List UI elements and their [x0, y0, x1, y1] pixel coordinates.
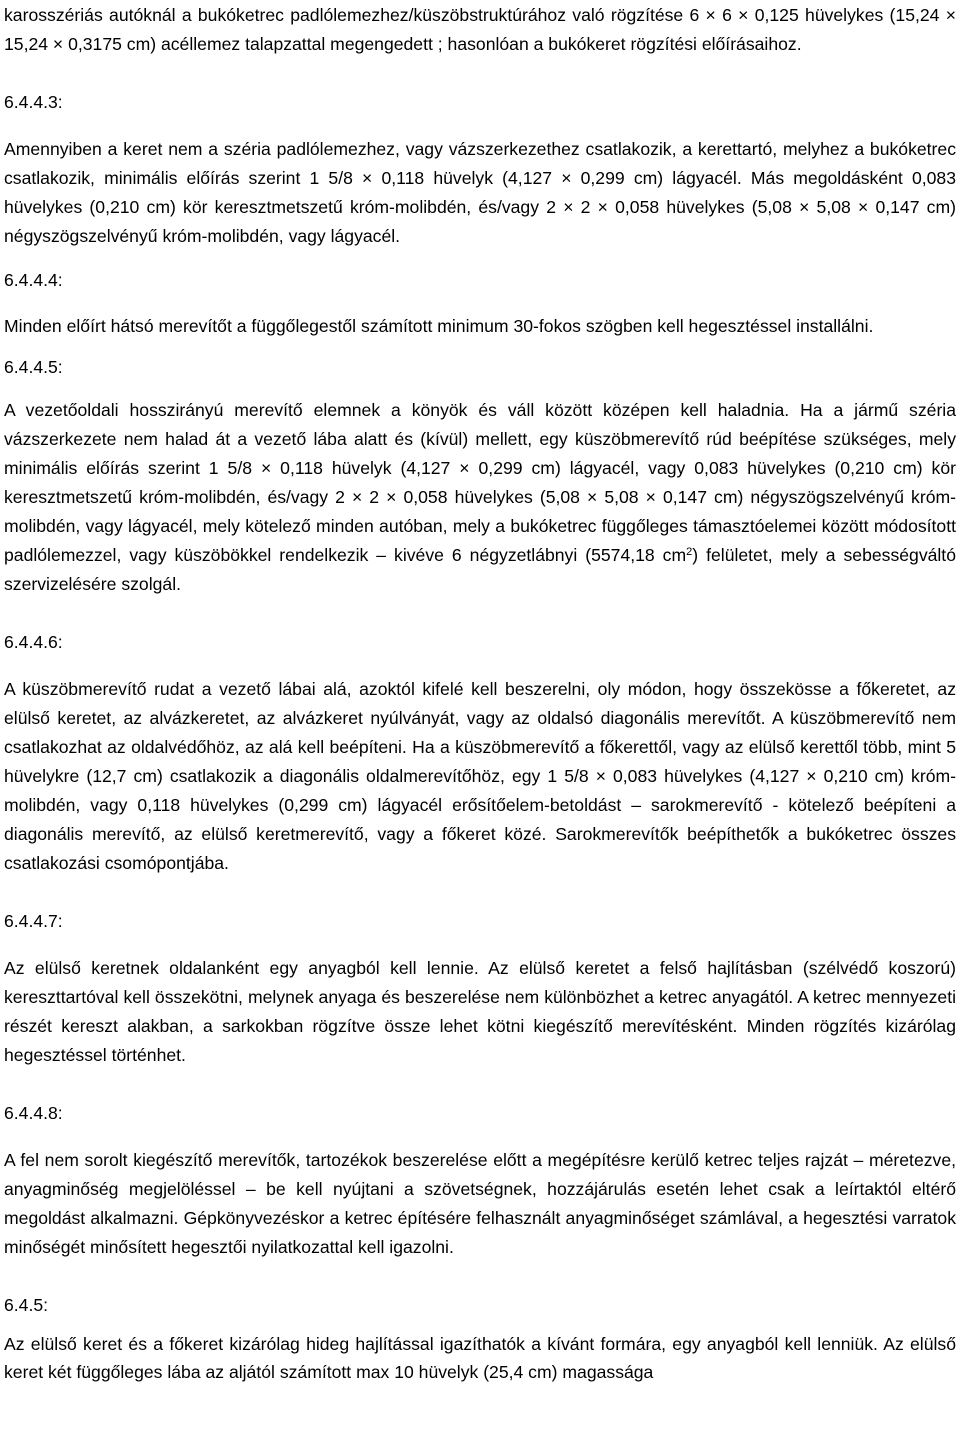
document-page: [4, 0, 956, 1386]
section-text-6-4-4-7: Az elülső keretnek oldalanként egy anyagból kell lennie. Az elülső keretet a felső hajlításban (szélvédő koszorú) kereszttartóval kell összekötni, melynek anyaga és beszerelése nem különbözhet a ketrec anyagától. A ketrec mennyezeti részét kereszt alakban, a sarkokban rögzítve össze lehet kötni kiegészítő merevítésként. Minden rögzítés kizárólag hegesztéssel történhet.: [4, 958, 956, 1065]
section-heading-6-4-4-5: 6.4.4.5:: [4, 357, 63, 377]
section-text-6-4-4-4: Minden előírt hátsó merevítőt a függőlegestől számított minimum 30-fokos szögben kell hegesztéssel installálni.: [4, 316, 874, 336]
section-heading-6-4-5: 6.4.5:: [4, 1295, 49, 1315]
section-text-6-4-4-3: Amennyiben a keret nem a széria padlólemezhez, vagy vázszerkezethez csatlakozik, a kerettartó, melyhez a bukóketrec csatlakozik, minimális előírás szerint 1 5/8 × 0,118 hüvelyk (4,127 × 0,299 cm) lágyacél. Más megoldásként 0,083 hüvelykes (0,210 cm) kör keresztmetszetű króm-molibdén, és/vagy 2 × 2 × 0,058 hüvelykes (5,08 × 5,08 × 0,147 cm) négyszögszelvényű króm-molibdén, vagy lágyacél.: [4, 139, 956, 246]
section-text-6-4-4-6: A küszöbmerevítő rudat a vezető lábai alá, azoktól kifelé kell beszerelni, oly módon, hogy összekösse a főkeretet, az elülső keretet, az alvázkeretet, az alvázkeret nyúlványát, vagy az oldalsó diagonális merevítőt. A küszöbmerevítő nem csatlakozhat az oldalvédőhöz, az alá kell beépíteni. Ha a küszöbmerevítő a főkerettől, vagy az elülső kerettől több, mint 5 hüvelykre (12,7 cm) csatlakozik a diagonális oldalmerevítőhöz, egy 1 5/8 × 0,083 hüvelykes (4,127 × 0,210 cm) króm-molibdén, vagy 0,118 hüvelykes (0,299 cm) lágyacél erősítőelem-betoldást – sarokmerevítő - kötelező beépíteni a diagonális merevítő, az elülső keretmerevítő, vagy a főkeret közé. Sarokmerevítők beépíthetők a bukóketrec összes csatlakozási csomópontjába.: [4, 679, 956, 873]
intro-paragraph: karosszériás autóknál a bukóketrec padlólemezhez/küszöbstruktúrához való rögzítése 6 × 6 × 0,125 hüvelykes (15,24 × 15,24 × 0,3175 cm) acéllemez talapzattal megengedett ; hasonlóan a bukókeret rögzítési előírásaihoz.: [4, 5, 956, 54]
superscript-exponent: 2: [686, 546, 693, 558]
section-heading-6-4-4-3: 6.4.4.3:: [4, 92, 63, 112]
section-text-6-4-5: Az elülső keret és a főkeret kizárólag hideg hajlítással igazíthatók a kívánt formára, egy anyagból kell lenniük. Az elülső keret két függőleges lába az aljától számított max 10 hüvelyk (25,4 cm) magassága: [4, 1334, 956, 1382]
section-heading-6-4-4-4: 6.4.4.4:: [4, 270, 63, 290]
section-text-6-4-4-5-part2: ) felületet, mely a sebességváltó szervizelésére szolgál.: [4, 545, 956, 594]
section-heading-6-4-4-8: 6.4.4.8:: [4, 1103, 63, 1123]
section-text-6-4-4-5-part1: A vezetőoldali hosszirányú merevítő elemnek a könyök és váll között középen kell haladnia. Ha a jármű széria vázszerkezete nem halad át a vezető lába alatt és (kívül) mellett, egy küszöbmerevítő rúd beépítése szükséges, mely minimális előírás szerint 1 5/8 × 0,118 hüvelyk (4,127 × 0,299 cm) lágyacél, vagy 0,083 hüvelykes (0,210 cm) kör keresztmetszetű króm-molibdén, és/vagy 2 × 2 × 0,058 hüvelykes (5,08 × 5,08 × 0,147 cm) négyszögszelvényű króm-molibdén, vagy lágyacél, mely kötelező minden autóban, mely a bukóketrec függőleges támasztóelemei között módosított padlólemezzel, vagy küszöbökkel rendelkezik – kivéve 6 négyzetlábnyi (5574,18 cm: [4, 400, 956, 565]
section-text-6-4-4-8: A fel nem sorolt kiegészítő merevítők, tartozékok beszerelése előtt a megépítésre kerülő ketrec teljes rajzát – méretezve, anyagminőség megjelöléssel – be kell nyújtani a szövetségnek, hozzájárulás esetén lehet csak a leírtaktól eltérő megoldást alkalmazni. Gépkönyvezéskor a ketrec építésére felhasznált anyagminőséget számlával, a hegesztési varratok minőségét minősített hegesztői nyilatkozattal kell igazolni.: [4, 1150, 956, 1257]
section-text-6-4-4-5: [4, 396, 956, 599]
section-heading-6-4-4-7: 6.4.4.7:: [4, 911, 63, 931]
section-heading-6-4-4-6: 6.4.4.6:: [4, 632, 63, 652]
